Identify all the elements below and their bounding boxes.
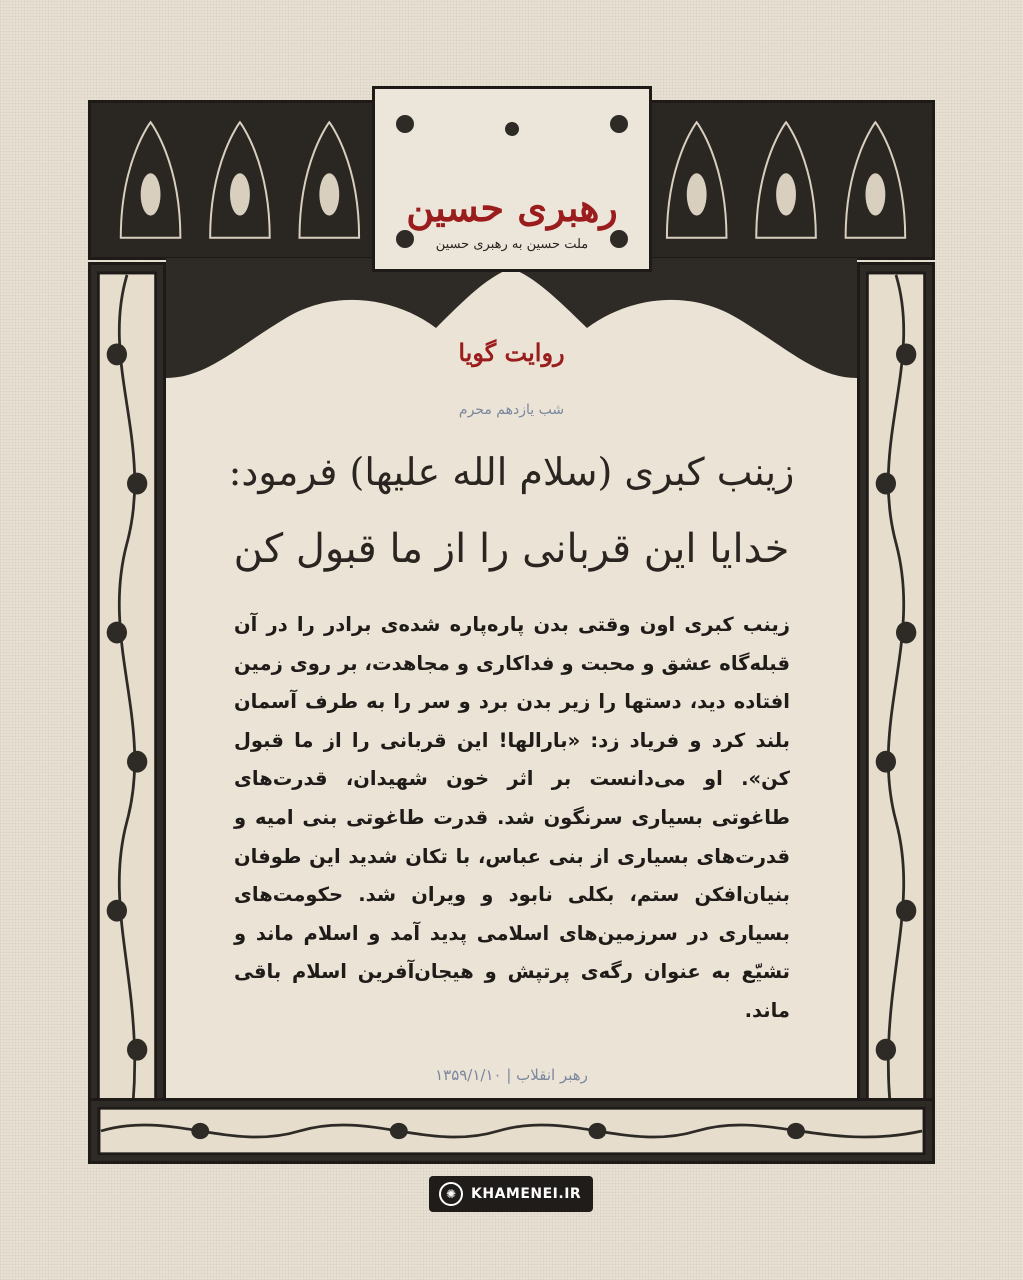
quote-attribution: زینب کبری (سلام الله علیها) فرمود:: [228, 450, 795, 494]
site-badge[interactable]: [429, 1176, 593, 1212]
site-name: KHAMENEI.IR: [471, 1186, 582, 1202]
body-paragraph: زینب کبری اون وقتی بدن پاره‌پاره شده‌ی برادر را در آن قبله‌گاه عشق و محبت و فداکاری و مجاهدت، بر روی زمین افتاده دید، دستها را زیر بدن برد و سر را به طرف آسمان بلند کرد و فریاد زد: «بارالها! این قربانی را از ما قبول کن». او می‌دانست بر اثر خون شهیدان، قدرت‌های طاغوتی بسیاری سرنگون شد. قدرت طاغوتی بنی امیه و قدرت‌های بسیاری از بنی عباس، با تکان شدید این طوفان بنیان‌افکن ستم، بکلی نابود و ویران شد. حکومت‌های بسیاری در سرزمین‌های اسلامی پدید آمد و اسلام ماند و تشیّع به عنوان رگه‌ی پرتپش و هیجان‌آفرین اسلام باقی ماند.: [234, 613, 790, 1022]
series-title: روایت گویا: [458, 338, 565, 367]
quote-title: خدایا این قربانی را از ما قبول کن: [233, 526, 790, 572]
occasion-label: شب یازدهم محرم: [458, 402, 565, 418]
bottom-ornament-border: [88, 1098, 935, 1164]
logo-subtitle: ملت حسین به رهبری حسین: [435, 237, 589, 252]
logo-panel: [372, 86, 652, 272]
source-citation: رهبر انقلاب | ۱۳۵۹/۱/۱۰: [435, 1066, 588, 1084]
logo-title: رهبری حسین: [406, 185, 618, 230]
site-logo-icon: ✺: [439, 1182, 463, 1206]
left-ornament-border: [88, 262, 166, 1162]
right-ornament-border: [857, 262, 935, 1162]
